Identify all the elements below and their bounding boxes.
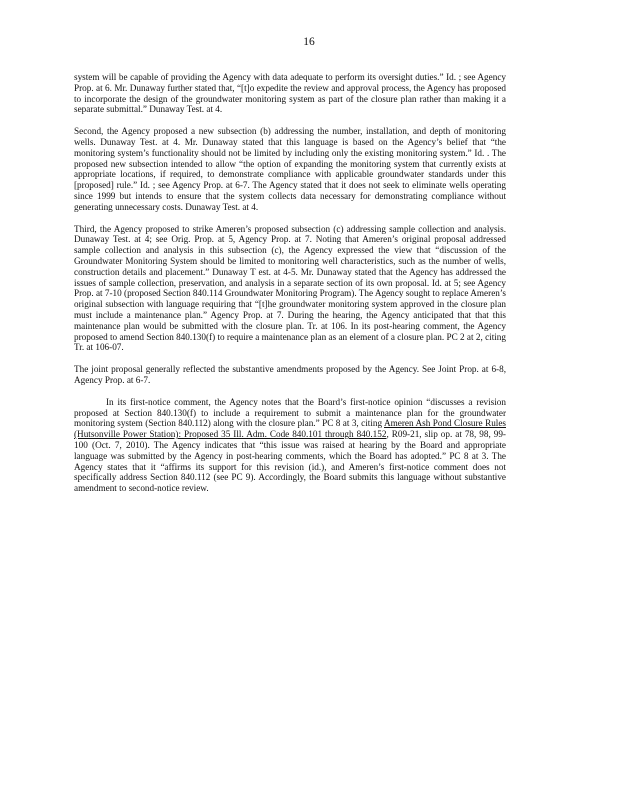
paragraph-text: In its first-notice comment, the Agency notes that the Board’s first-notice opinion “discusses a revision proposed at Section 840.130(f) to include a requirement to submit a maintenance plan for the groundwater monitoring system (Section 840.112) along with the closure plan.” PC 8 at 3, citing: [74, 396, 506, 429]
case-citation: Ameren Ash Pond Closure Rules (Hutsonville Power Station): Proposed 35 Ill. Adm. Code 840.101 through 840.152: [74, 418, 506, 440]
paragraph-text: Second, the Agency proposed a new subsection (b) addressing the number, installation, and depth of monitoring wells. Dunaway Test. at 4. Mr. Dunaway stated that this language is based on the Agency’s belief that “the monitoring system’s functionality should not be limited by including only the existing monitoring system.” Id. . The proposed new subsection intended to allow “the option of expanding the monitoring system that currently exists at appropriate locations, if required, to demonstrate compliance with applicable groundwater standards under this [proposed] rule.” Id. ; see Agency Prop. at 6-7. The Agency stated that it does not seek to eliminate wells operating since 1999 but intends to ensure that the system collects data necessary for demonstrating compliance without generating unnecessary costs. Dunaway Test. at 4.: [74, 126, 506, 212]
paragraph-text: , R09-21, slip op. at 78, 98, 99-100 (Oct. 7, 2010). The Agency indicates that “this issue was raised at hearing by the Board and appropriate language was submitted by the Agency in post-hearing comments, which the Board has adopted.” PC 8 at 3. The Agency states that it “affirms its support for this revision (id.), and Ameren’s first-notice comment does not specifically address Section 840.112 (see PC 9). Accordingly, the Board submits this language without substantive amendment to second-notice review.: [74, 429, 506, 494]
paragraph-text: Third, the Agency proposed to strike Ameren’s proposed subsection (c) addressing sample collection and analysis. Dunaway Test. at 4; see Orig. Prop. at 5, Agency Prop. at 7. Noting that Ameren’s original proposal addressed sample collection and analysis in this subsection (c), the Agency expressed the view that “discussion of the Groundwater Monitoring System should be limited to monitoring well characteristics, such as the number of wells, construction details and placement.” Dunaway T est. at 4-5. Mr. Dunaway stated that the Agency has addressed the issues of sample collection, preservation, and analysis in a separate section of its own proposal. Id. at 5; see Agency Prop. at 7-10 (proposed Section 840.114 Groundwater Monitoring Program). The Agency sought to replace Ameren’s original subsection with language requiring that “[t]he groundwater monitoring system approved in the closure plan must include a maintenance plan.” Agency Prop. at 7. During the hearing, the Agency anticipated that that this maintenance plan would be submitted with the closure plan. Tr. at 106. In its post-hearing comment, the Agency proposed to amend Section 840.130(f) to require a maintenance plan as an element of a closure plan. PC 2 at 2, citing Tr. at 106-07.: [74, 223, 506, 353]
page-number: 16: [303, 36, 315, 48]
paragraph-p2: [74, 126, 506, 212]
paragraph-p4: [74, 364, 506, 386]
paragraph-text: The joint proposal generally reflected the substantive amendments proposed by the Agency. See Joint Prop. at 6-8, Agency Prop. at 6-7.: [74, 364, 506, 385]
paragraph-text: system will be capable of providing the Agency with data adequate to perform its oversight duties.” Id. ; see Agency Prop. at 6. Mr. Dunaway further stated that, “[t]o expedite the review and approval process, the Agency has proposed to incorporate the design of the groundwater monitoring system as part of the closure plan rather than making it a separate submittal.” Dunaway Test. at 4.: [74, 72, 506, 115]
paragraph-p3: [74, 224, 506, 354]
paragraph-p1: [74, 72, 506, 115]
body-text: [74, 72, 506, 494]
paragraph-p5: [74, 397, 506, 494]
